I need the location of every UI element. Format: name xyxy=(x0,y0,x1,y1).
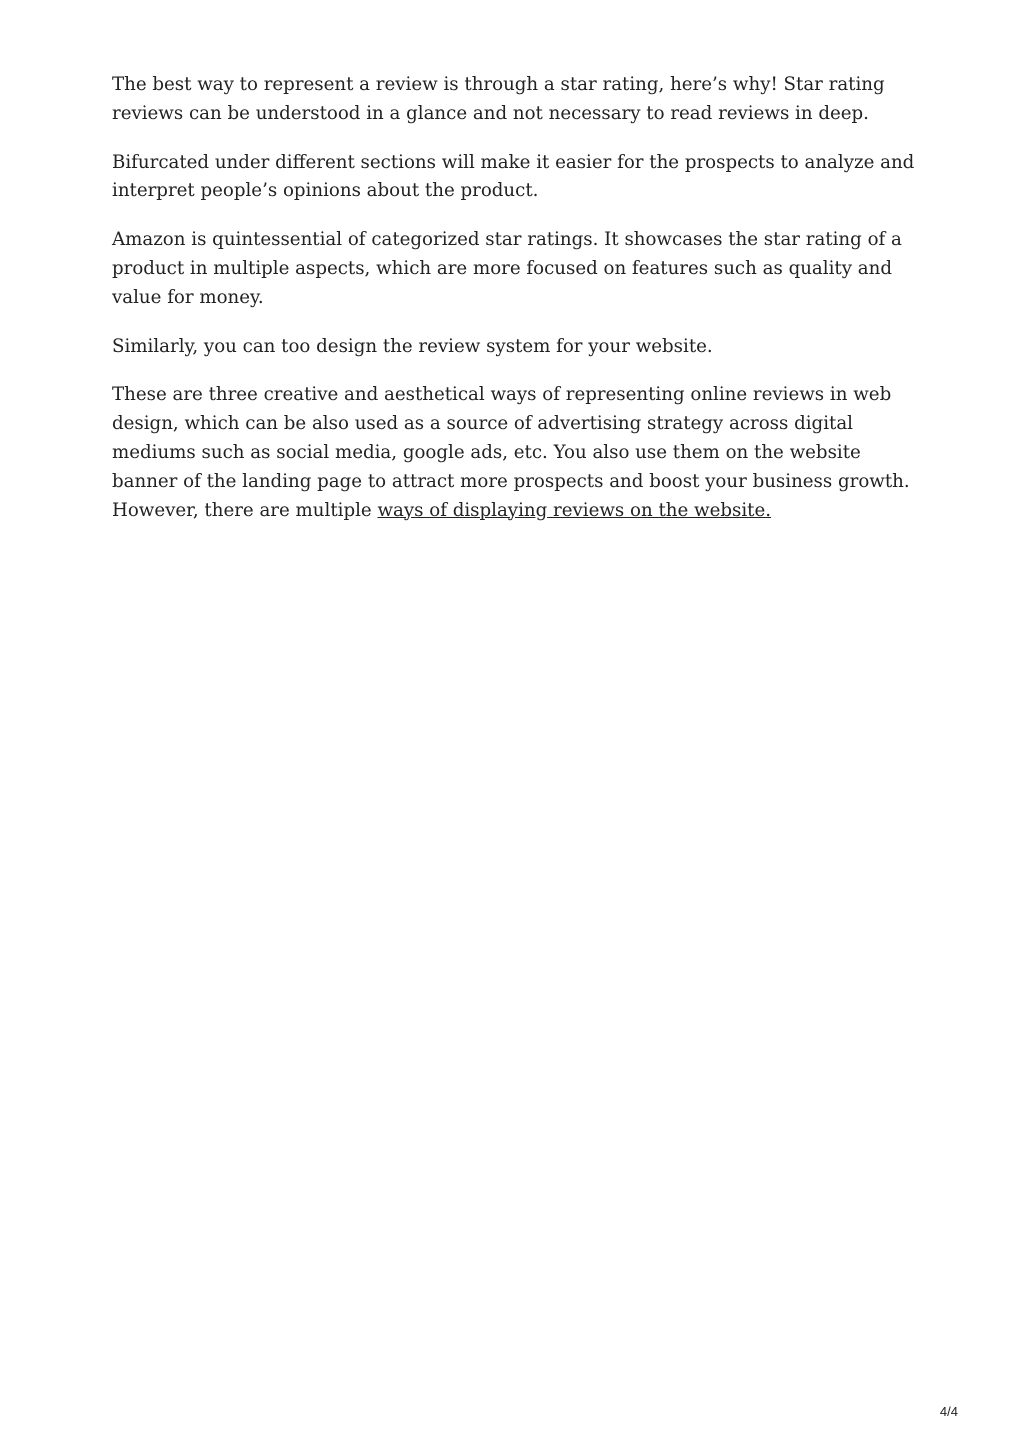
paragraph-amazon: Amazon is quintessential of categorized star ratings. It showcases the star rating of a product in multiple aspects, which are more focused on features such as quality and value for money. xyxy=(112,229,902,308)
paragraph-bifurcated: Bifurcated under different sections will make it easier for the prospects to analyze and interpret people’s opinions about the product. xyxy=(112,151,915,202)
closing-text: These are three creative and aesthetical ways of representing online reviews in web design, which can be also used as a source of advertising strategy across digital mediums such as social media, google ads, etc. You also use them on the website banner of the landing page to attract more prospects and boost your business growth. However, there are multiple xyxy=(112,384,910,521)
displaying-reviews-link[interactable]: ways of displaying reviews on the website. xyxy=(377,499,772,521)
paragraph-closing xyxy=(112,381,924,525)
article-body xyxy=(112,71,924,545)
paragraph-similarly: Similarly, you can too design the review system for your website. xyxy=(112,335,713,357)
paragraph-star-rating: The best way to represent a review is through a star rating, here’s why! Star rating reviews can be understood in a glance and not necessary to read reviews in deep. xyxy=(112,74,885,124)
page-number: 4/4 xyxy=(939,1404,958,1419)
